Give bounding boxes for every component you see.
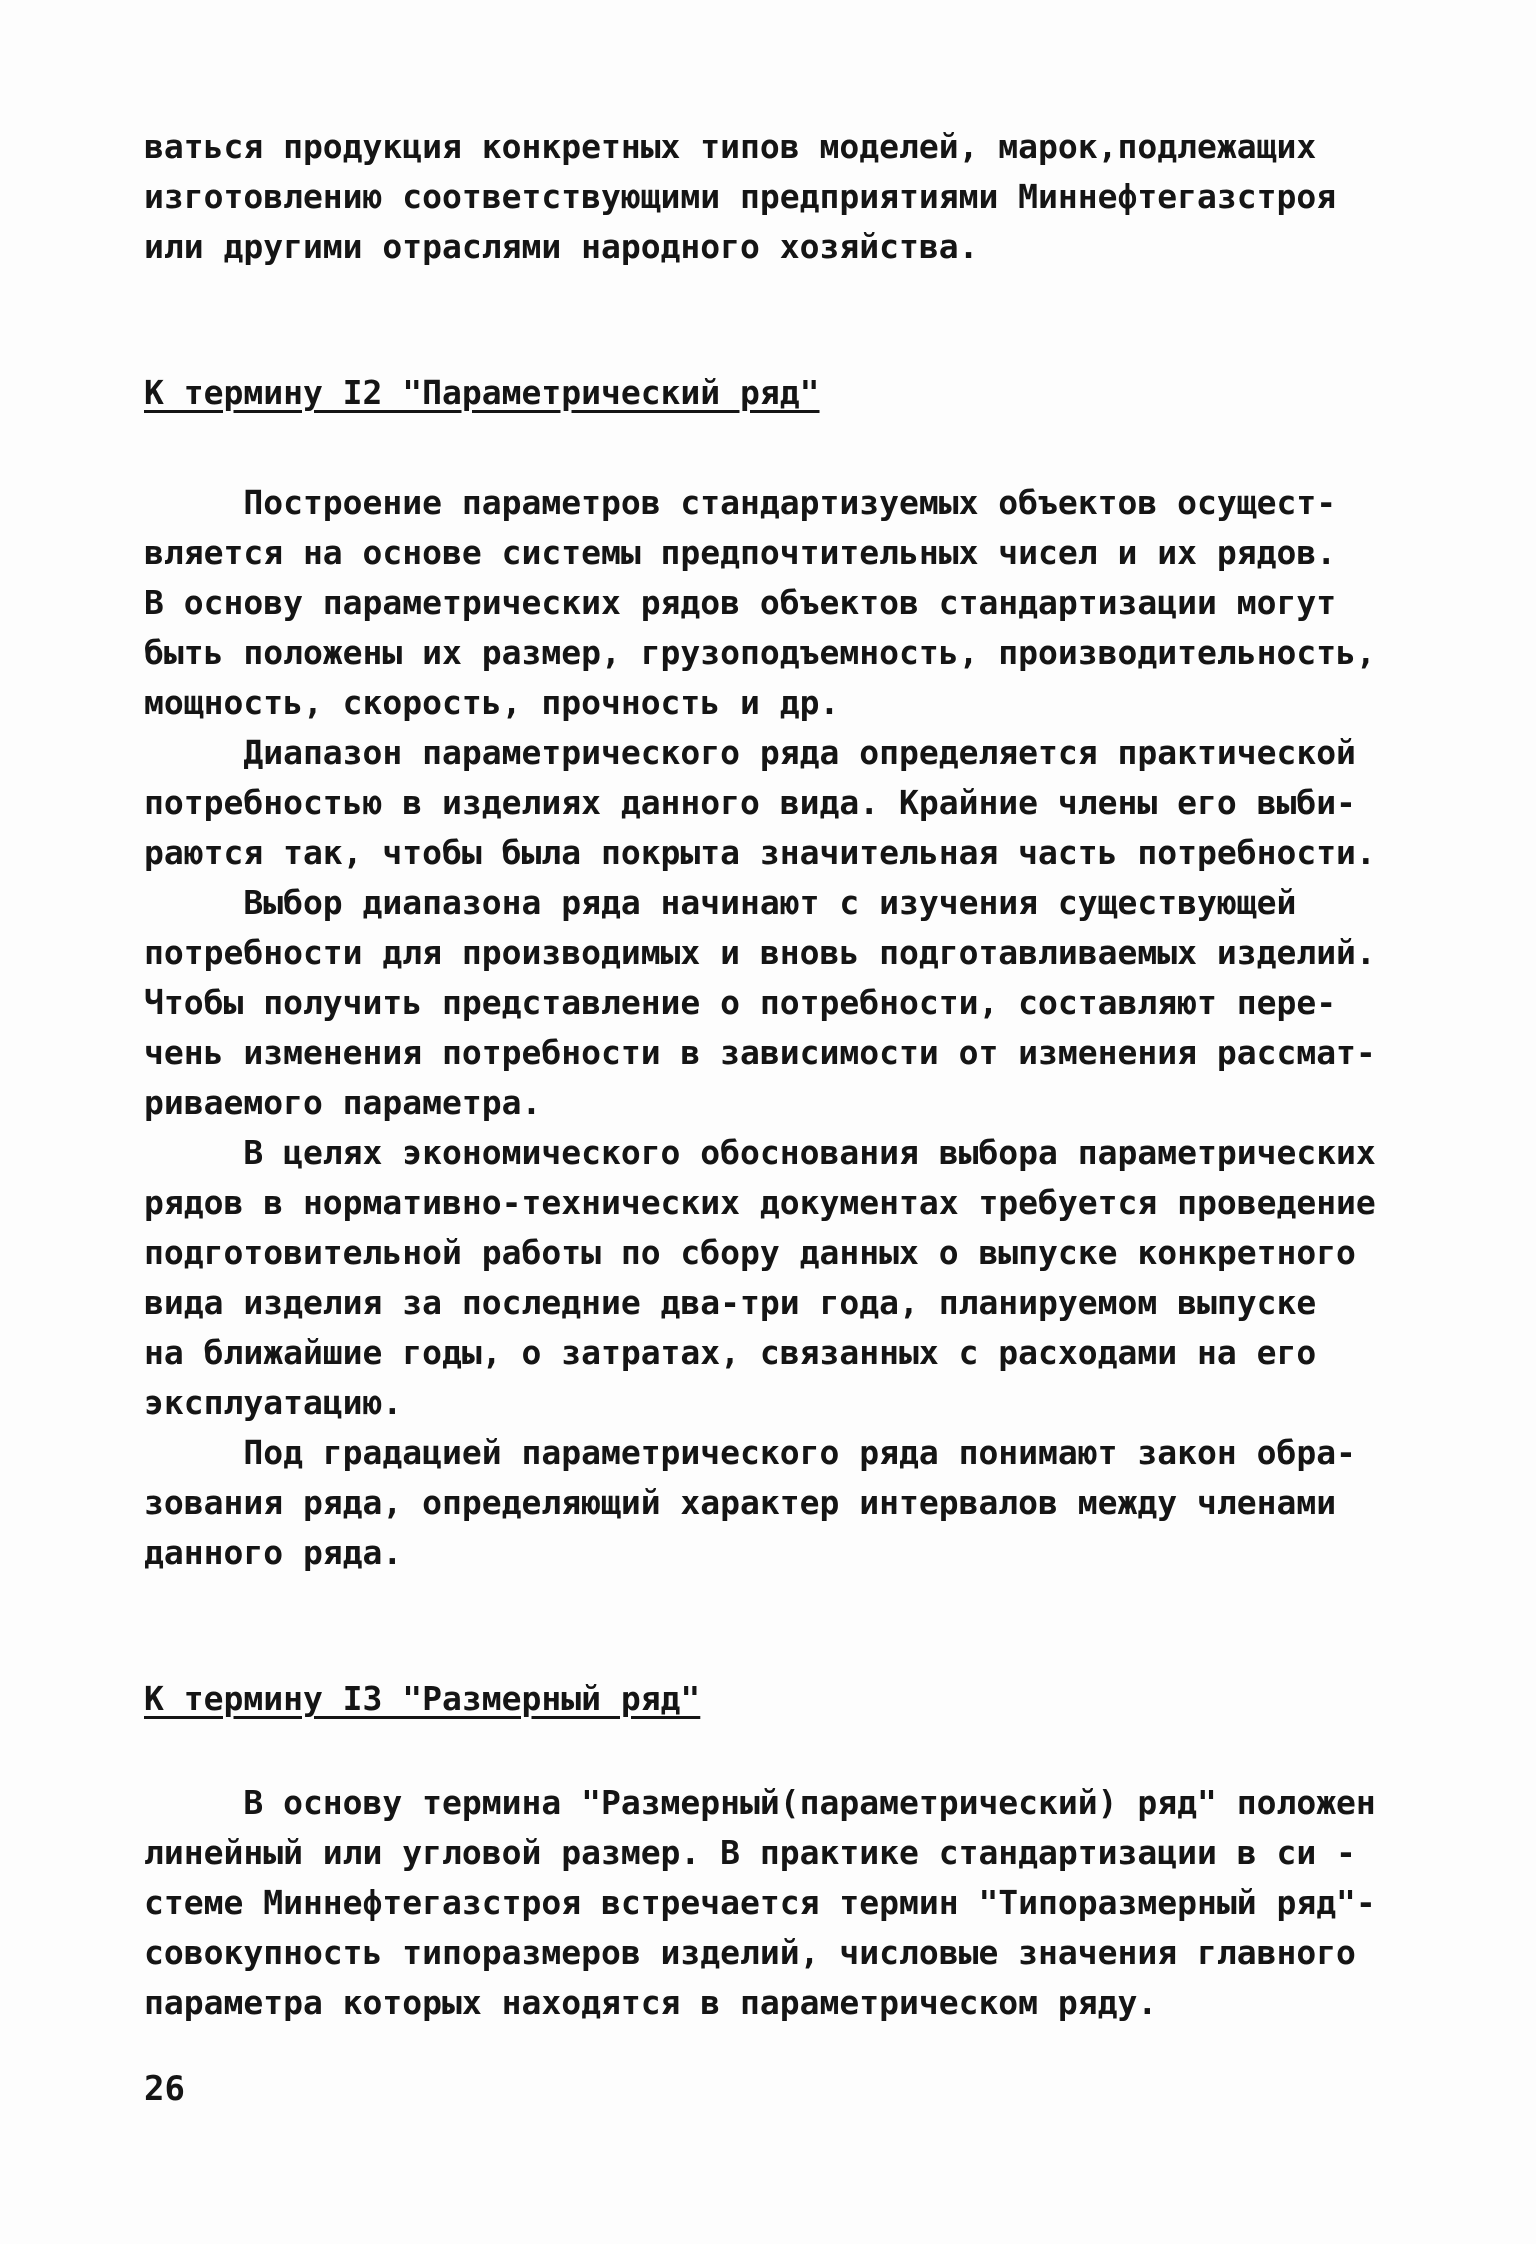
text-line: Диапазон параметрического ряда определяется практической bbox=[144, 733, 1356, 772]
text-line: В основу термина "Размерный(параметрический) ряд" положен bbox=[144, 1783, 1376, 1822]
text-line: на ближайшие годы, о затратах, связанных с расходами на его bbox=[144, 1333, 1317, 1372]
text-line: рядов в нормативно-технических документах требуется проведение bbox=[144, 1183, 1376, 1222]
text-line: параметра которых находятся в параметрическом ряду. bbox=[144, 1983, 1158, 2022]
text-line: совокупность типоразмеров изделий, числовые значения главного bbox=[144, 1933, 1356, 1972]
text-line: В целях экономического обоснования выбора параметрических bbox=[144, 1133, 1376, 1172]
text-line: мощность, скорость, прочность и др. bbox=[144, 683, 840, 722]
text-line: Построение параметров стандартизуемых объектов осущест- bbox=[144, 483, 1337, 522]
text-line: линейный или угловой размер. В практике стандартизации в си - bbox=[144, 1833, 1356, 1872]
text-line: изготовлению соответствующими предприятиями Миннефтегазстроя bbox=[144, 177, 1337, 216]
text-line: вида изделия за последние два-три года, планируемом выпуске bbox=[144, 1283, 1317, 1322]
text-line: зования ряда, определяющий характер интервалов между членами bbox=[144, 1483, 1337, 1522]
text-line: чень изменения потребности в зависимости от изменения рассмат- bbox=[144, 1033, 1376, 1072]
text-line: риваемого параметра. bbox=[144, 1083, 542, 1122]
text-line: стеме Миннефтегазстроя встречается термин "Типоразмерный ряд"- bbox=[144, 1883, 1376, 1922]
text-line: эксплуатацию. bbox=[144, 1383, 403, 1422]
section-heading-term-13: К термину I3 "Размерный ряд" bbox=[144, 1679, 701, 1718]
text-line: потребностью в изделиях данного вида. Крайние члены его выби- bbox=[144, 783, 1356, 822]
text-line: быть положены их размер, грузоподъемность, производительность, bbox=[144, 633, 1376, 672]
text-line: вляется на основе системы предпочтительных чисел и их рядов. bbox=[144, 533, 1337, 572]
text-line: или другими отраслями народного хозяйства. bbox=[144, 227, 979, 266]
page-number: 26 bbox=[144, 2069, 185, 2109]
section-heading-term-12: К термину I2 "Параметрический ряд" bbox=[144, 373, 820, 412]
text-line: ваться продукция конкретных типов моделей, марок,подлежащих bbox=[144, 127, 1317, 166]
text-line: раются так, чтобы была покрыта значительная часть потребности. bbox=[144, 833, 1376, 872]
text-line: Чтобы получить представление о потребности, составляют пере- bbox=[144, 983, 1337, 1022]
text-line: Выбор диапазона ряда начинают с изучения существующей bbox=[144, 883, 1297, 922]
text-line: подготовительной работы по сбору данных о выпуске конкретного bbox=[144, 1233, 1356, 1272]
text-line: потребности для производимых и вновь подготавливаемых изделий. bbox=[144, 933, 1376, 972]
text-line: данного ряда. bbox=[144, 1533, 403, 1572]
text-line: В основу параметрических рядов объектов стандартизации могут bbox=[144, 583, 1337, 622]
text-line: Под градацией параметрического ряда понимают закон обра- bbox=[144, 1433, 1356, 1472]
